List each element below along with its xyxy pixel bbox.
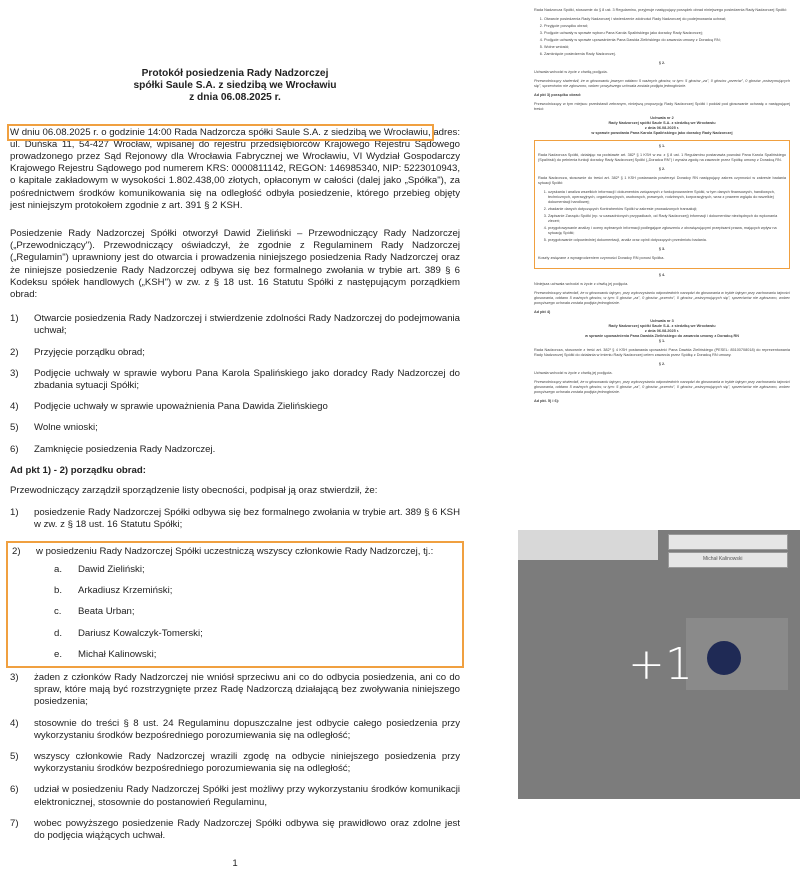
title-line-3: z dnia 06.08.2025 r.: [189, 92, 281, 104]
section-heading: Ad pkt 1) - 2) porządku obrad:: [10, 464, 146, 476]
finding-item: 7) wobec powyższego posiedzenie Rady Nadzorczej Spółki odbywa się prawidłowo oraz zdolne jest do podjęcia wiążących uchwał.: [10, 817, 460, 841]
side-intro: Rada Nadzorcza Spółki, stosownie do § 8 ust. 3 Regulaminu, przyjmuje następujący porządek obrad niniejszego posiedzenia Rady Nadzorczej Spółki:: [534, 8, 787, 12]
more-count-label: +1: [628, 639, 693, 690]
title-line-2: spółki Saule S.A. z siedzibą we Wrocławiu: [133, 80, 337, 92]
agenda-item: 6) Zamknięcie posiedzenia Rady Nadzorczej.: [10, 443, 216, 455]
resolution-3-header: Uchwała nr 3 Rady Nadzorczej spółki Saule S.A. z siedzibą we Wrocławiu z dnia 06.08.2025 r. w sprawie upoważnienia Pana Dawida Zielińskiego do zawarcia umowy z Doradcą RN: [584, 319, 740, 338]
finding-item: 5) wszyscy członkowie Rady Nadzorczej wrazili zgodę na odbycie niniejszego posiedzenia przy wykorzystaniu środków bezpośredniego porozumiewania się na odległość;: [10, 750, 460, 775]
finding-item: 3) żaden z członków Rady Nadzorczej nie wniósł sprzeciwu ani co do odbycia posiedzenia, ani co do spraw, które mają być rozstrzygnięte przez Radę Nadzorczą działającą bez zwoływania niniejszego posiedzenia;: [10, 671, 460, 708]
intro-rest: adres: ul. Duńska 11, 54-427 Wrocław, wpisanej do rejestru przedsiębiorców Krajowego Rejestru Sądowego prowadzonego przez Sąd Rejonowy dla Wrocławia Fabrycznej we Wrocławiu, VI Wydział Gospodarczy Krajowego Rejestru Sądowego pod numerem KRS: 0000811142, REGON: 146985340, NIP: 5223010943, o kapitale zakładowym w wysokości 1.802.438,00 złotych, opłaconym w całości (dalej jako „Spółka"), za pośrednictwem środków komunikowania się na odległość odbyła posiedzenie, którego przebieg objęty jest niniejszym protokołem zgodnie z art. 391 § 2 KSH.: [10, 126, 460, 211]
title-line-1: Protokół posiedzenia Rady Nadzorczej: [141, 68, 329, 79]
resolution-2-header: Uchwała nr 2 Rady Nadzorczej spółki Saule S.A. z siedzibą we Wrocławiu z dnia 06.08.2025 r. w sprawie powołania Pana Karola Spalińskiego jako doradcy Rady Nadzorczej: [591, 116, 733, 135]
agenda-item: 4) Podjęcie uchwały w sprawie upoważnienia Pana Dawida Zielińskiego: [10, 401, 328, 413]
document-title: [10, 68, 460, 105]
intro-paragraph: [10, 127, 460, 212]
agenda-item: 5) Wolne wnioski;: [10, 422, 98, 434]
member-item: b. Arkadiusz Krzemiński;: [54, 585, 173, 597]
findings-list-cont: [10, 672, 460, 842]
finding-item-members: 2) w posiedzeniu Rady Nadzorczej Spółki uczestniczą wszyscy członkowie Rady Nadzorczej, tj.: a. Dawid Zieliński; b. Arkadiusz Krzemiński; c. Beata Urban; d. Dariusz Kowalczyk-Tomerski; e. Michał Kalinowski;: [12, 546, 458, 661]
finding-item: 6) udział w posiedzeniu Rady Nadzorczej Spółki jest możliwy przy wykorzystaniu środków komunikacji elektronicznej, stosownie do postanowień Regulaminu,: [10, 784, 460, 808]
page-number: 1: [232, 858, 238, 870]
more-pages-tile[interactable]: [518, 530, 800, 799]
member-item: c. Beata Urban;: [54, 606, 135, 618]
member-item: e. Michał Kalinowski;: [54, 648, 157, 660]
agenda-item: 2) Przyjęcie porządku obrad;: [10, 346, 145, 358]
finding-item: 1) posiedzenie Rady Nadzorczej Spółki odbywa się bez formalnego zwołania w trybie art. 389 § 6 KSH w zw. z § 18 ust. 16 Statutu Spółki;: [10, 507, 460, 531]
page-3-preview: [518, 530, 658, 560]
opening-paragraph: Posiedzenie Rady Nadzorczej Spółki otworzył Dawid Zieliński – Przewodniczący Rady Nadzorczej („Przewodniczący"). Przewodniczący oświadczył, że zgodnie z Regulaminem Rady Nadzorczej („Regulamin") uprawniony jest do otwarcia i prowadzenia niniejszego posiedzenia Rady Nadzorczej oraz że niniejsze posiedzenie Rady Nadzorczej odbywa się bez formalnego zwołania w trybie art. 389 § 6 Kodeksu spółek handlowych („KSH") w zw. z § 18 ust. 16 Statutu Spółki z następującym porządkiem obrad:: [10, 228, 460, 301]
resolution-2-box: § 1. Rada Nadzorcza Spółki, działając na podstawie art. 382¹ § 1 KSH w zw. z § 8 ust. 1 Regulaminu postanawia powołać Pana Karola Spalińskiego (Spaliński) do pełnienia funkcji doradcy Rady Nadzorczej Spółki („Doradca RN") i wyraża zgodę na zawarcie przez Spółkę umowy z Doradcą RN. § 2. Rada Nadzorcza, stosownie do treści art. 382¹ § 1 KSH postanawia powierzyć Doradcy RN następujący zakres czynności w zakresie badania sytuacji Spółki: 1. uzyskania i analiza wszelkich informacji i dokumentów związanych z funkcjonowaniem Spółki, w tym danych finansowych, handlowych, technicznych, operacyjnych, organizacyjnych, osobowych, prawnych, rodzinnych, korporacyjnych, wraz z prawem wglądu do wszelkiej dokumentacji handlowej; 2. zbadanie danych dotyczących Kontrahentów Spółki w zakresie prowadzonych transakcji; 3. Zapisanie Zarządu Spółki (np. w uzasadnionych przypadkach, od Rady Nadzorczej) informacji i dokumentów niezbędnych do wykonania zleceń; 4. przygotowywanie analizy i oceny wybranych informacji podlegające zgłoszeniu z obowiązującymi przepisami prawa, mających wpływ na sytuację Spółki; 5. przygotowanie odpowiedniej dokumentacji, analiz oraz opinii dotyczących przedmiotu badania. § 3. Koszty związane z wynagrodzeniem czynności Doradcy RN ponosi Spółka.: [534, 140, 790, 269]
findings-list: [10, 507, 460, 531]
agenda-item: 1) Otwarcie posiedzenia Rady Nadzorczej i stwierdzenie zdolności Rady Nadzorczej do podejmowania uchwał;: [10, 313, 460, 337]
members-list: [36, 564, 458, 661]
signature-name: Michał Kalinowski: [703, 556, 743, 562]
side-agenda: 1. Otwarcie posiedzenia Rady Nadzorczej i stwierdzenie zdolności Rady Nadzorczej do podejmowania uchwał; 2. Przyjęcie porządku obrad; 3. Podjęcie uchwały w sprawie wyboru Pana Karola Spalińskiego jako doradcy Rady Nadzorczej; 4. Podjęcie uchwały w sprawie upoważnienia Pana Dawida Zielińskiego do zawarcia umowy z Doradcą RN; 5. Wolne wnioski; 6. Zamknięcie posiedzenia Rady Nadzorczej.: [534, 17, 790, 57]
agenda-item: 3) Podjęcie uchwały w sprawie wyboru Pana Karola Spalińskiego jako doradcy Rady Nadzorczej do zbadania sytuacji Spółki;: [10, 367, 460, 392]
intro-highlight: W dniu 06.08.2025 r. o godzinie 14:00 Rada Nadzorcza spółki Saule S.A. z siedzibą we Wrocławiu,: [10, 126, 431, 138]
seal-icon: [704, 638, 744, 678]
attendance-paragraph: Przewodniczący zarządził sporządzenie listy obecności, podpisał ją oraz stwierdził, że:: [10, 485, 378, 497]
finding-item: 4) stosownie do treści § 8 ust. 24 Regulaminu dopuszczalne jest odbycie całego posiedzenia przy wykorzystaniu środków bezpośredniego porozumiewania się na odległość;: [10, 717, 460, 741]
agenda-list: [10, 313, 460, 456]
signature-box: [668, 534, 788, 550]
signature-box: [668, 552, 788, 568]
member-item: a. Dawid Zieliński;: [54, 563, 145, 575]
document-page-2-thumbnail[interactable]: Rada Nadzorcza Spółki, stosownie do § 8 ust. 3 Regulaminu, przyjmuje następujący porządek obrad niniejszego posiedzenia Rady Nadzorczej Spółki: 1. Otwarcie posiedzenia Rady Nadzorczej i stwierdzenie zdolności Rady Nadzorczej do podejmowania uchwał; 2. Przyjęcie porządku obrad; 3. Podjęcie uchwały w sprawie wyboru Pana Karola Spalińskiego jako doradcy Rady Nadzorczej; 4. Podjęcie uchwały w sprawie upoważnienia Pana Dawida Zielińskiego do zawarcia umowy z Doradcą RN; 5. Wolne wnioski; 6. Zamknięcie posiedzenia Rady Nadzorczej. § 2. Uchwała wchodzi w życie z chwilą podjęcia. Przewodniczący stwierdził, że w głosowaniu jawnym oddano 5 ważnych głosów, w tym: 5 głosów „za", 0 głosów „przeciw", 0 głosów „wstrzymujących się", sprzeciwów nie zgłoszono, wobec powyższego uchwała została podjęta jednogłośnie. Ad pkt 3) porządku obrad: Przewodniczący w tym miejscu przedstawił zebranym, niniejszą propozycję Rady Nadzorczej Spółki i poddał pod głosowanie uchwałę o następującej treści: Uchwała nr 2 Rady Nadzorczej spółki Saule S.A. z siedzibą we Wrocławiu z dnia 06.08.2025 r. w sprawie powołania Pana Karola Spalińskiego jako doradcy Rady Nadzorczej § 1. Rada Nadzorcza Spółki, działając na podstawie art. 382¹ § 1 KSH w zw. z § 8 ust. 1 Regulaminu postanawia powołać Pana Karola Spalińskiego (Spaliński) do pełnienia funkcji doradcy Rady Nadzorczej Spółki („Doradca RN") i wyraża zgodę na zawarcie przez Spółkę umowy z Doradcą RN. § 2. Rada Nadzorcza, stosownie do treści art. 382¹ § 1 KSH postanawia powierzyć Doradcy RN następujący zakres czynności w zakresie badania sytuacji Spółki: 1. uzyskania i analiza wszelkich informacji i dokumentów związanych z funkcjonowaniem Spółki, w tym danych finansowych, handlowych, technicznych, operacyjnych, organizacyjnych, osobowych, prawnych, rodzinnych, korporacyjnych, wraz z prawem wglądu do wszelkiej dokumentacji handlowej; 2. zbadanie danych dotyczących Kontrahentów Spółki w zakresie prowadzonych transakcji; 3. Zapisanie Zarządu Spółki (np. w uzasadnionych przypadkach, od Rady Nadzorczej) informacji i dokumentów niezbędnych do wykonania zleceń; 4. przygotowywanie analizy i oceny wybranych informacji podlegające zgłoszeniu z obowiązującymi przepisami prawa, mających wpływ na sytuację Spółki; 5. przygotowanie odpowiedniej dokumentacji, analiz oraz opinii dotyczących przedmiotu badania. § 3. Koszty związane z wynagrodzeniem czynności Doradcy RN ponosi Spółka. § 4. Niniejsza uchwała wchodzi w życie z chwilą jej podjęcia. Przewodniczący stwierdził, że w głosowaniu tajnym, przy wykorzystaniu odpowiednich narzędzi do głosowania w trybie tajnym przy zachowaniu tajności głosowania, oddano 5 ważnych głosów, w tym: 5 głosów „za", 0 głosów „przeciw", 0 głosów „wstrzymujących się", sprzeciwów nie zgłoszono, wobec powyższego uchwała została podjęta jednogłośnie. Ad pkt 4) Uchwała nr 3 Rady Nadzorczej spółki Saule S.A. z siedzibą we Wrocławiu z dnia 06.08.2025 r. w sprawie upoważnienia Pana Dawida Zielińskiego do zawarcia umowy z Doradcą RN § 1. Rada Nadzorcza, stosownie z treść art. 382¹ § 4 KSH postanawia upoważnić Pana Dawida Zielińskiego (PESEL: 85100708018) do reprezentowania Rady Nadzorczej Spółki do działania w imieniu Rady Nadzorczej celem zawarcia przez Spółkę z Doradcą RN umowy. § 2. Uchwała wchodzi w życie z chwilą jej podjęcia. Przewodniczący stwierdził, że w głosowaniu tajnym, przy wykorzystaniu odpowiednich narzędzi do głosowania w trybie tajnym przy zachowaniu tajności głosowania, oddano 5 ważnych głosów, w tym: 5 głosów „za", 0 głosów „przeciw", 0 głosów „wstrzymujących się", sprzeciwów nie zgłoszono, wobec powyższego uchwała została podjęta jednogłośnie. Ad pkt. 5) i 6):: [520, 0, 800, 530]
members-box: [6, 541, 464, 668]
member-item: d. Dariusz Kowalczyk-Tomerski;: [54, 627, 203, 639]
